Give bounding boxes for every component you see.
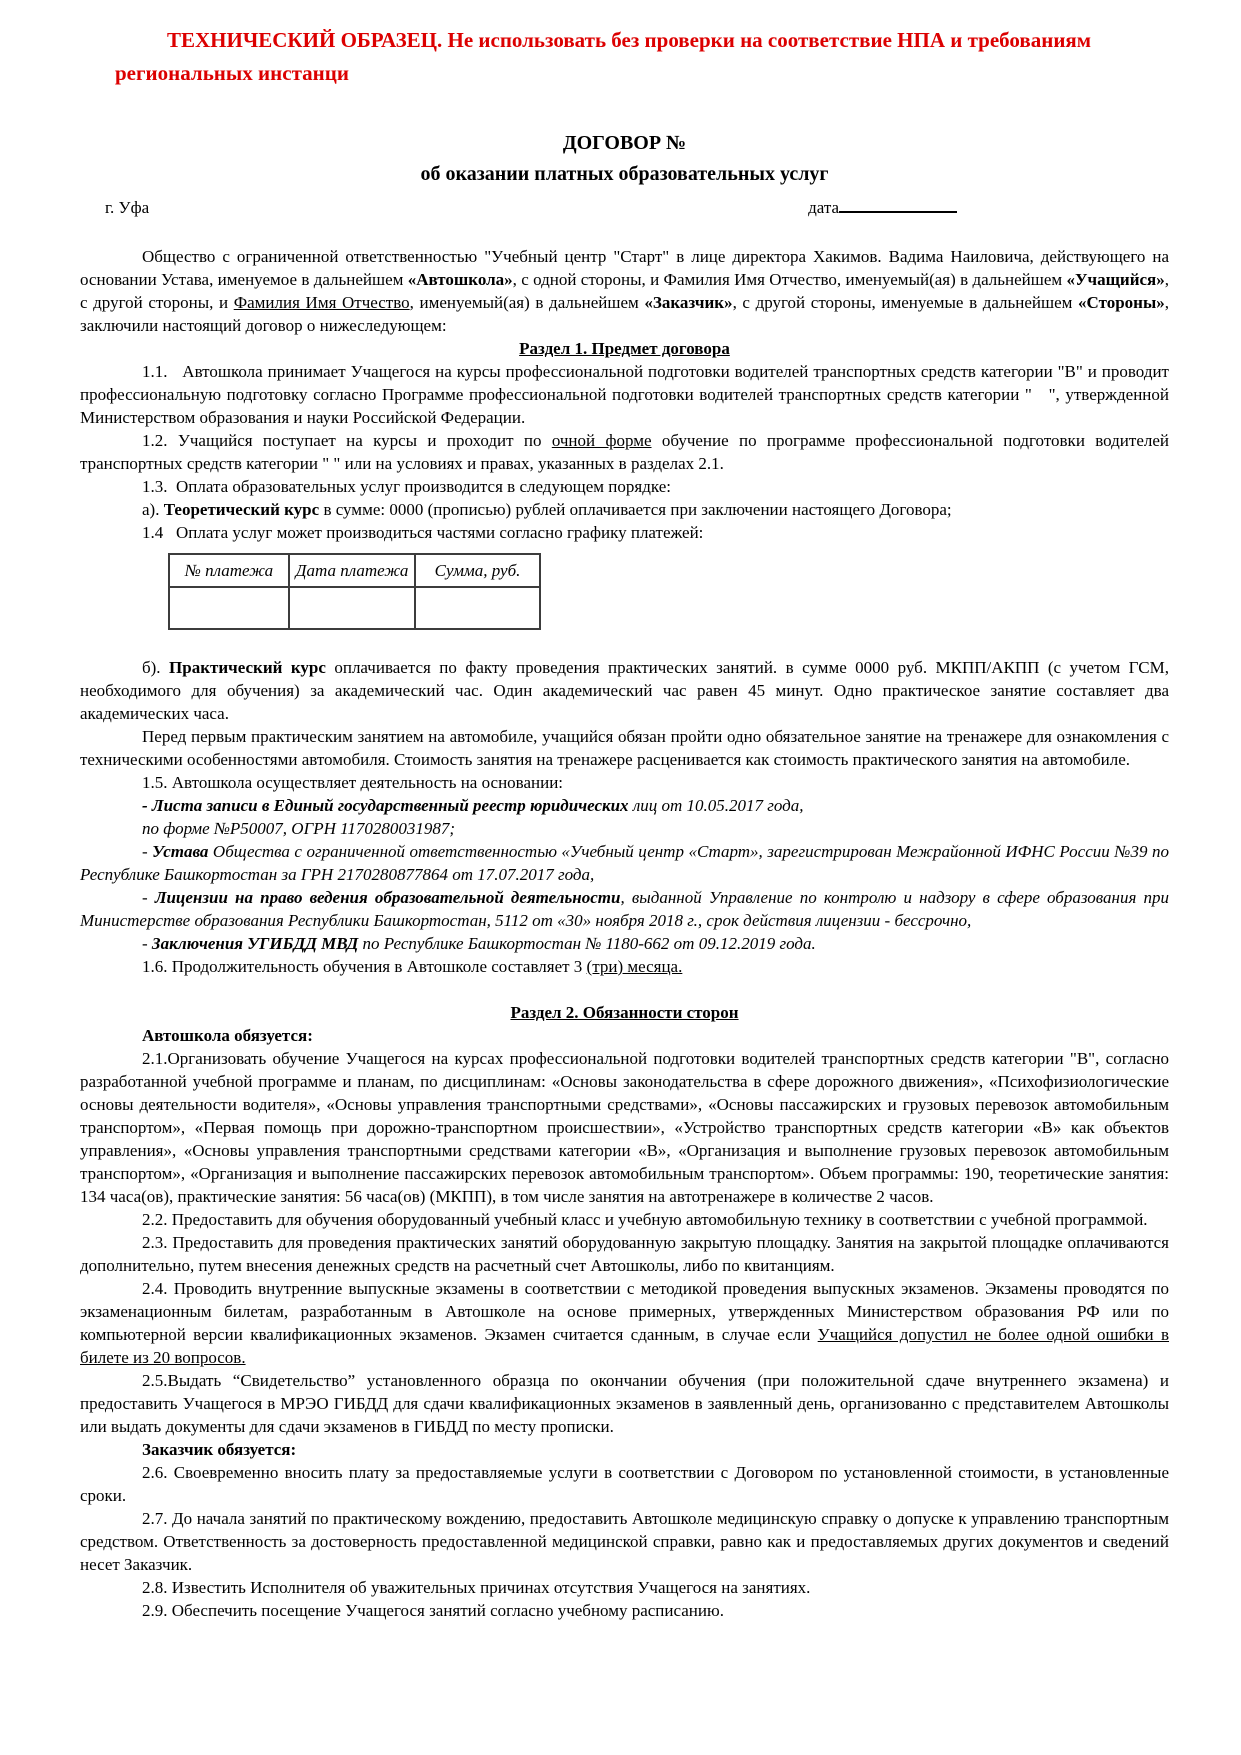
table-header-cell: Сумма, руб. (415, 554, 540, 587)
table-cell (289, 587, 415, 629)
clause-2-4: 2.4. Проводить внутренние выпускные экзамены в соответствии с методикой проведения выпускных экзаменов. Экзамены проводятся по экзаменационным билетам, разработанным в Автошколе на основе примерных, утвержденных Министерством образования РФ или по компьютерной версии квалификационных экзаменов. Экзамен считается сданным, в случае если Учащийся допустил не более одной ошибки в билете из 20 вопросов. (80, 1279, 1170, 1367)
clause-2-6: 2.6. Своевременно вносить плату за предоставляемые услуги в соответствии с Договором по установленной стоимости, в установленные сроки. (80, 1463, 1169, 1505)
clause-2-7: 2.7. До начала занятий по практическому вождению, предоставить Автошколе медицинскую справку о допуске к управлению транспортным средством. Ответственность за достоверность предоставленной медицинской справки, равно как и предоставляемых других документов и сведений несет Заказчик. (80, 1509, 1169, 1574)
clause-1-4: 1.4 Оплата услуг может производиться частями согласно графику платежей: (142, 523, 704, 542)
contract-title: ДОГОВОР № (562, 132, 687, 154)
clause-1-2: 1.2. Учащийся поступает на курсы и проходит по очной форме обучение по программе профессиональной подготовки водителей транспортных средств категории " " или на условиях и правах, указанных в разделах 2.1. (80, 431, 1170, 473)
section-2-heading: Раздел 2. Обязанности сторон (510, 1003, 739, 1022)
clause-1-3-a: а). Теоретический курс в сумме: 0000 (прописью) рублей оплачивается при заключении настоящего Договора; (142, 500, 952, 519)
document-body (80, 245, 1169, 1622)
city-label: г. Уфа (105, 198, 150, 217)
date-label: дата (808, 198, 839, 217)
contract-subtitle: об оказании платных образовательных услуг (420, 163, 829, 185)
section-1-heading: Раздел 1. Предмет договора (519, 339, 730, 358)
basis-item-license: - Лицензии на право ведения образовательной деятельности, выданной Управление по контролю и надзору в сфере образования при Министерстве образования Республики Башкортостан, 5112 от «30» ноября 2018 г., срок действия лицензии - бессрочно, (80, 888, 1169, 930)
school-obligations-label: Автошкола обязуется: (142, 1026, 313, 1045)
payment-schedule-table (168, 553, 541, 630)
basis-item-register-details: по форме №Р50007, ОГРН 1170280031987; (142, 819, 456, 838)
trainer-paragraph: Перед первым практическим занятием на автомобиле, учащийся обязан пройти одно обязательное занятие на тренажере для ознакомления с техническими особенностями автомобиля. Стоимость занятия на тренажере расценивается как стоимость практического занятия на автомобиле. (80, 727, 1169, 769)
meta-row (80, 196, 1169, 219)
customer-obligations-label: Заказчик обязуется: (142, 1440, 297, 1459)
technical-sample-warning: ТЕХНИЧЕСКИЙ ОБРАЗЕЦ. Не использовать без проверки на соответствие НПА и требованиям региональных инстанци (115, 28, 1092, 85)
clause-1-5: 1.5. Автошкола осуществляет деятельность на основании: (142, 773, 564, 792)
date-blank-line (839, 196, 957, 213)
table-cell (415, 587, 540, 629)
clause-1-6: 1.6. Продолжительность обучения в Автошколе составляет 3 (три) месяца. (142, 957, 683, 976)
intro-paragraph: Общество с ограниченной ответственностью "Учебный центр "Старт" в лице директора Хакимов. Вадима Наиловича, действующего на основании Устава, именуемое в дальнейшем «Автошкола», с одной стороны, и Фамилия Имя Отчество, именуемый(ая) в дальнейшем «Учащийся», с другой стороны, и Фамилия Имя Отчество, именуемый(ая) в дальнейшем «Заказчик», с другой стороны, именуемые в дальнейшем «Стороны», заключили настоящий договор о нижеследующем: (80, 247, 1169, 335)
table-header-cell: № платежа (169, 554, 289, 587)
clause-2-8: 2.8. Известить Исполнителя об уважительных причинах отсутствия Учащегося на занятиях. (142, 1578, 811, 1597)
basis-item-register: - Листа записи в Единый государственный реестр юридических лиц от 10.05.2017 года, (142, 796, 804, 815)
table-cell (169, 587, 289, 629)
clause-1-3: 1.3. Оплата образовательных услуг производится в следующем порядке: (142, 477, 671, 496)
basis-item-gibdd: - Заключения УГИБДД МВД по Республике Башкортостан № 1180-662 от 09.12.2019 года. (142, 934, 816, 953)
clause-2-1: 2.1.Организовать обучение Учащегося на курсах профессиональной подготовки водителей транспортных средств категории "В", согласно разработанной учебной программе и планам, по дисциплинам: «Основы законодательства в сфере дорожного движения», «Психофизиологические основы деятельности водителя», «Основы управления транспортными средствами», «Основы пассажирских и грузовых перевозок автомобильным транспортом», «Первая помощь при дорожно-транспортном происшествии», «Устройство транспортных средств категории «В» как объектов управления», «Основы управления транспортными средствами категории «В», «Организация и выполнение грузовых перевозок автомобильным транспортом», «Организация и выполнение пассажирских перевозок автомобильным транспортом». Объем программы: 190, теоретические занятия: 134 часа(ов), практические занятия: 56 часа(ов) (МКПП), в том числе занятия на автотренажере в количестве 2 часов. (80, 1049, 1169, 1206)
clause-2-3: 2.3. Предоставить для проведения практических занятий оборудованную закрытую площадку. Занятия на закрытой площадке оплачиваются дополнительно, путем внесения денежных средств на расчетный счет Автошколы, либо по квитанциям. (80, 1233, 1169, 1275)
clause-2-2: 2.2. Предоставить для обучения оборудованный учебный класс и учебную автомобильную технику в соответствии с учебной программой. (142, 1210, 1148, 1229)
basis-item-charter: - Устава Общества с ограниченной ответственностью «Учебный центр «Старт», зарегистрирован Межрайонной ИФНС России №39 по Республике Башкортостан за ГРН 2170280877864 от 17.07.2017 года, (80, 842, 1169, 884)
date-field (808, 196, 957, 219)
clause-2-5: 2.5.Выдать “Свидетельство” установленного образца по окончании обучения (при положительной сдаче внутреннего экзамена) и предоставить Учащегося в МРЭО ГИБДД для сдачи квалификационных экзаменов в заявленный день, организованно с представителем Автошколы или выдать документы для сдачи экзаменов в ГИБДД по месту прописки. (80, 1371, 1169, 1436)
table-header-cell: Дата платежа (289, 554, 415, 587)
clause-2-9: 2.9. Обеспечить посещение Учащегося занятий согласно учебному расписанию. (142, 1601, 724, 1620)
clause-1-1: 1.1. Автошкола принимает Учащегося на курсы профессиональной подготовки водителей транспортных средств категории "В" и проводит профессиональную подготовку согласно Программе профессиональной подготовки водителей транспортных средств категории " ", утвержденной Министерством образования и науки Российской Федерации. (80, 362, 1169, 427)
clause-1-3-b: б). Практический курс оплачивается по факту проведения практических занятий. в сумме 0000 руб. МКПП/АКПП (с учетом ГСМ, необходимого для обучения) за академический час. Один академический час равен 45 минут. Одно практическое занятие составляет два академических часа. (80, 658, 1169, 723)
